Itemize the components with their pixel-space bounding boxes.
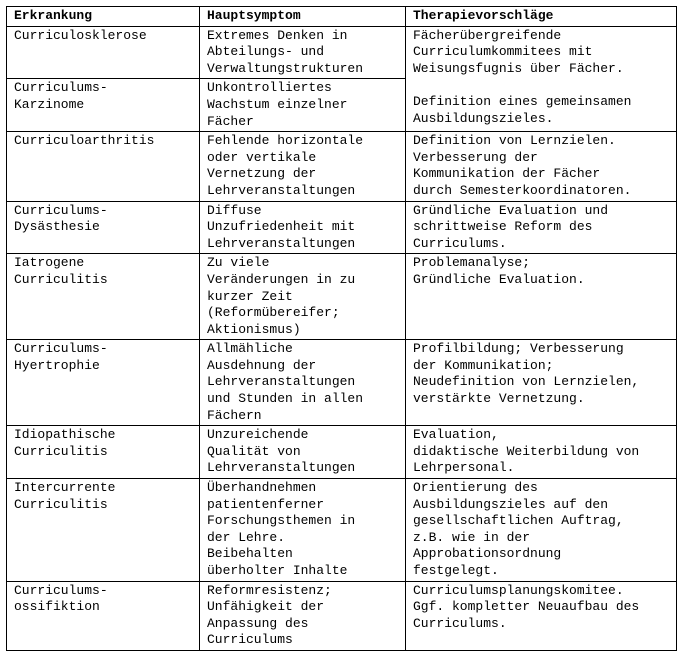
disease-cell: Curriculosklerose <box>7 26 200 79</box>
symptom-cell: Überhandnehmen patientenferner Forschungsthemen in der Lehre. Beibehalten überholter Inhalte <box>200 479 406 582</box>
disease-cell: Idiopathische Curriculitis <box>7 426 200 479</box>
header-symptom: Hauptsymptom <box>200 7 406 27</box>
therapy-cell: Evaluation, didaktische Weiterbildung von Lehrpersonal. <box>406 426 677 479</box>
table-row <box>7 581 677 650</box>
symptom-cell: Fehlende horizontale oder vertikale Vernetzung der Lehrveranstaltungen <box>200 132 406 201</box>
disease-cell: Curriculums- Dysästhesie <box>7 201 200 254</box>
table-row <box>7 132 677 201</box>
header-disease: Erkrankung <box>7 7 200 27</box>
disease-table <box>6 6 677 651</box>
table-row <box>7 479 677 582</box>
disease-cell: Curriculums- ossifiktion <box>7 581 200 650</box>
therapy-cell: Problemanalyse; Gründliche Evaluation. <box>406 254 677 340</box>
table-row <box>7 26 677 79</box>
therapy-cell: Definition von Lernzielen. Verbesserung der Kommunikation der Fächer durch Semesterkoordinatoren. <box>406 132 677 201</box>
symptom-cell: Unzureichende Qualität von Lehrveranstaltungen <box>200 426 406 479</box>
symptom-cell: Zu viele Veränderungen in zu kurzer Zeit (Reformübereifer; Aktionismus) <box>200 254 406 340</box>
symptom-cell: Extremes Denken in Abteilungs- und Verwaltungstrukturen <box>200 26 406 79</box>
disease-cell: Curriculoarthritis <box>7 132 200 201</box>
symptom-cell: Unkontrolliertes Wachstum einzelner Fächer <box>200 79 406 132</box>
symptom-cell: Allmähliche Ausdehnung der Lehrveranstaltungen und Stunden in allen Fächern <box>200 340 406 426</box>
header-row <box>7 7 677 27</box>
disease-cell: Curriculums- Karzinome <box>7 79 200 132</box>
therapy-cell: Curriculumsplanungskomitee. Ggf. kompletter Neuaufbau des Curriculums. <box>406 581 677 650</box>
table-row <box>7 201 677 254</box>
table-row <box>7 254 677 340</box>
disease-cell: Iatrogene Curriculitis <box>7 254 200 340</box>
symptom-cell: Reformresistenz; Unfähigkeit der Anpassung des Curriculums <box>200 581 406 650</box>
symptom-cell: Diffuse Unzufriedenheit mit Lehrveranstaltungen <box>200 201 406 254</box>
table-row <box>7 340 677 426</box>
disease-cell: Curriculums- Hyertrophie <box>7 340 200 426</box>
disease-cell: Intercurrente Curriculitis <box>7 479 200 582</box>
therapy-cell: Profilbildung; Verbesserung der Kommunikation; Neudefinition von Lernzielen, verstärkte Vernetzung. <box>406 340 677 426</box>
header-therapy: Therapievorschläge <box>406 7 677 27</box>
therapy-cell: Fächerübergreifende Curriculumkommitees mit Weisungsfugnis über Fächer. Definition eines gemeinsamen Ausbildungszieles. <box>406 26 677 132</box>
therapy-cell: Gründliche Evaluation und schrittweise Reform des Curriculums. <box>406 201 677 254</box>
therapy-cell: Orientierung des Ausbildungszieles auf den gesellschaftlichen Auftrag, z.B. wie in der Approbationsordnung festgelegt. <box>406 479 677 582</box>
table-row <box>7 426 677 479</box>
